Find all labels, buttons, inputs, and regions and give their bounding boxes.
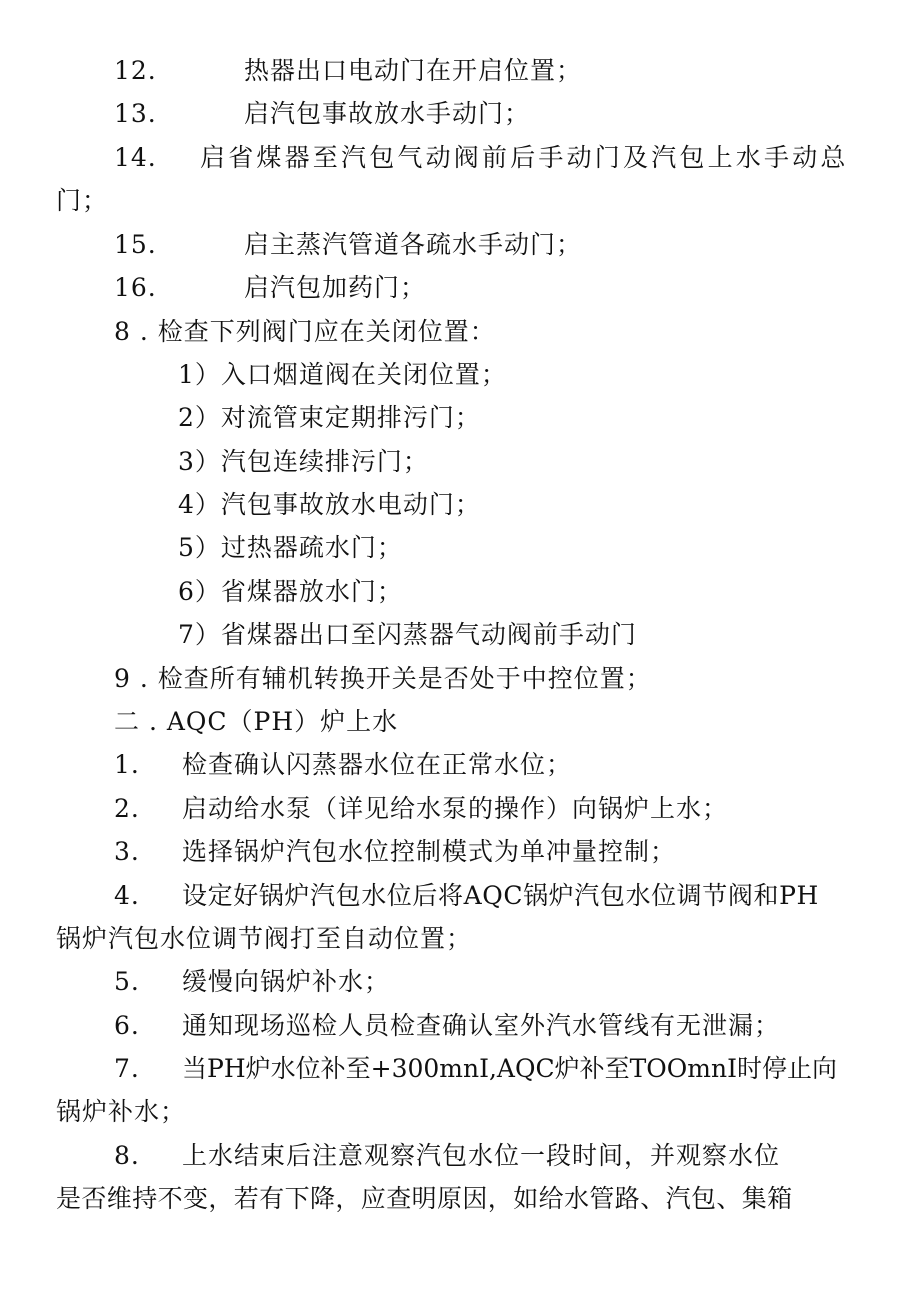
item-text: 1）入口烟道阀在关闭位置； [178, 360, 507, 389]
item-number: 1. [114, 750, 140, 779]
item-text: 缓慢向锅炉补水； [182, 967, 391, 996]
item-text: 设定好锅炉汽包水位后将AQC锅炉汽包水位调节阀和PH [182, 881, 819, 910]
item-number: 3. [114, 837, 140, 866]
item-text: 热器出口电动门在开启位置； [244, 56, 583, 85]
item-text: 2）对流管束定期排污门； [178, 403, 481, 432]
item-text: 通知现场巡检人员检查确认室外汽水管线有无泄漏； [182, 1011, 781, 1040]
item-number: 8. [114, 1141, 140, 1170]
item-number: 14. [114, 143, 157, 172]
item-text: 6）省煤器放水门； [178, 577, 403, 606]
item-text: 启动给水泵（详见给水泵的操作）向锅炉上水； [182, 794, 729, 823]
item-text: 4）汽包事故放水电动门； [178, 490, 481, 519]
item-number: 4. [114, 881, 140, 910]
item-text: 启省煤器至汽包气动阀前后手动门及汽包上水手动总 [200, 143, 849, 172]
item-text: 启主蒸汽管道各疏水手动门； [244, 230, 583, 259]
item-number: 12. [114, 56, 157, 85]
item-text: 是否维持不变，若有下降，应查明原因，如给水管路、汽包、集箱 [56, 1184, 793, 1213]
item-text: 当PH炉水位补至+300mnI,AQC炉补至TOOmnI时停止向 [182, 1054, 837, 1083]
heading-text: 二 . AQC（PH）炉上水 [114, 707, 399, 736]
item-text: 检查确认闪蒸器水位在正常水位； [182, 750, 573, 779]
item-number: 16. [114, 273, 157, 302]
item-number: 15. [114, 230, 157, 259]
item-text: 7）省煤器出口至闪蒸器气动阀前手动门 [178, 620, 637, 649]
item-text: 上水结束后注意观察汽包水位一段时间，并观察水位 [182, 1141, 781, 1170]
item-text: 5）过热器疏水门； [178, 533, 403, 562]
item-text: 启汽包事故放水手动门； [244, 99, 531, 128]
item-number: 2. [114, 794, 140, 823]
item-text: 锅炉补水； [56, 1097, 187, 1126]
item-text: 门； [56, 186, 109, 215]
item-text: 选择锅炉汽包水位控制模式为单冲量控制； [182, 837, 677, 866]
item-number: 6. [114, 1011, 140, 1040]
item-text: 3）汽包连续排污门； [178, 447, 429, 476]
item-text: 锅炉汽包水位调节阀打至自动位置； [56, 924, 473, 953]
item-text: 启汽包加药门； [244, 273, 427, 302]
item-number: 13. [114, 99, 157, 128]
item-text: 9 . 检查所有辅机转换开关是否处于中控位置； [114, 664, 652, 693]
item-number: 5. [114, 967, 140, 996]
item-text: 8 . 检查下列阀门应在关闭位置： [114, 317, 496, 346]
item-number: 7. [114, 1054, 140, 1083]
